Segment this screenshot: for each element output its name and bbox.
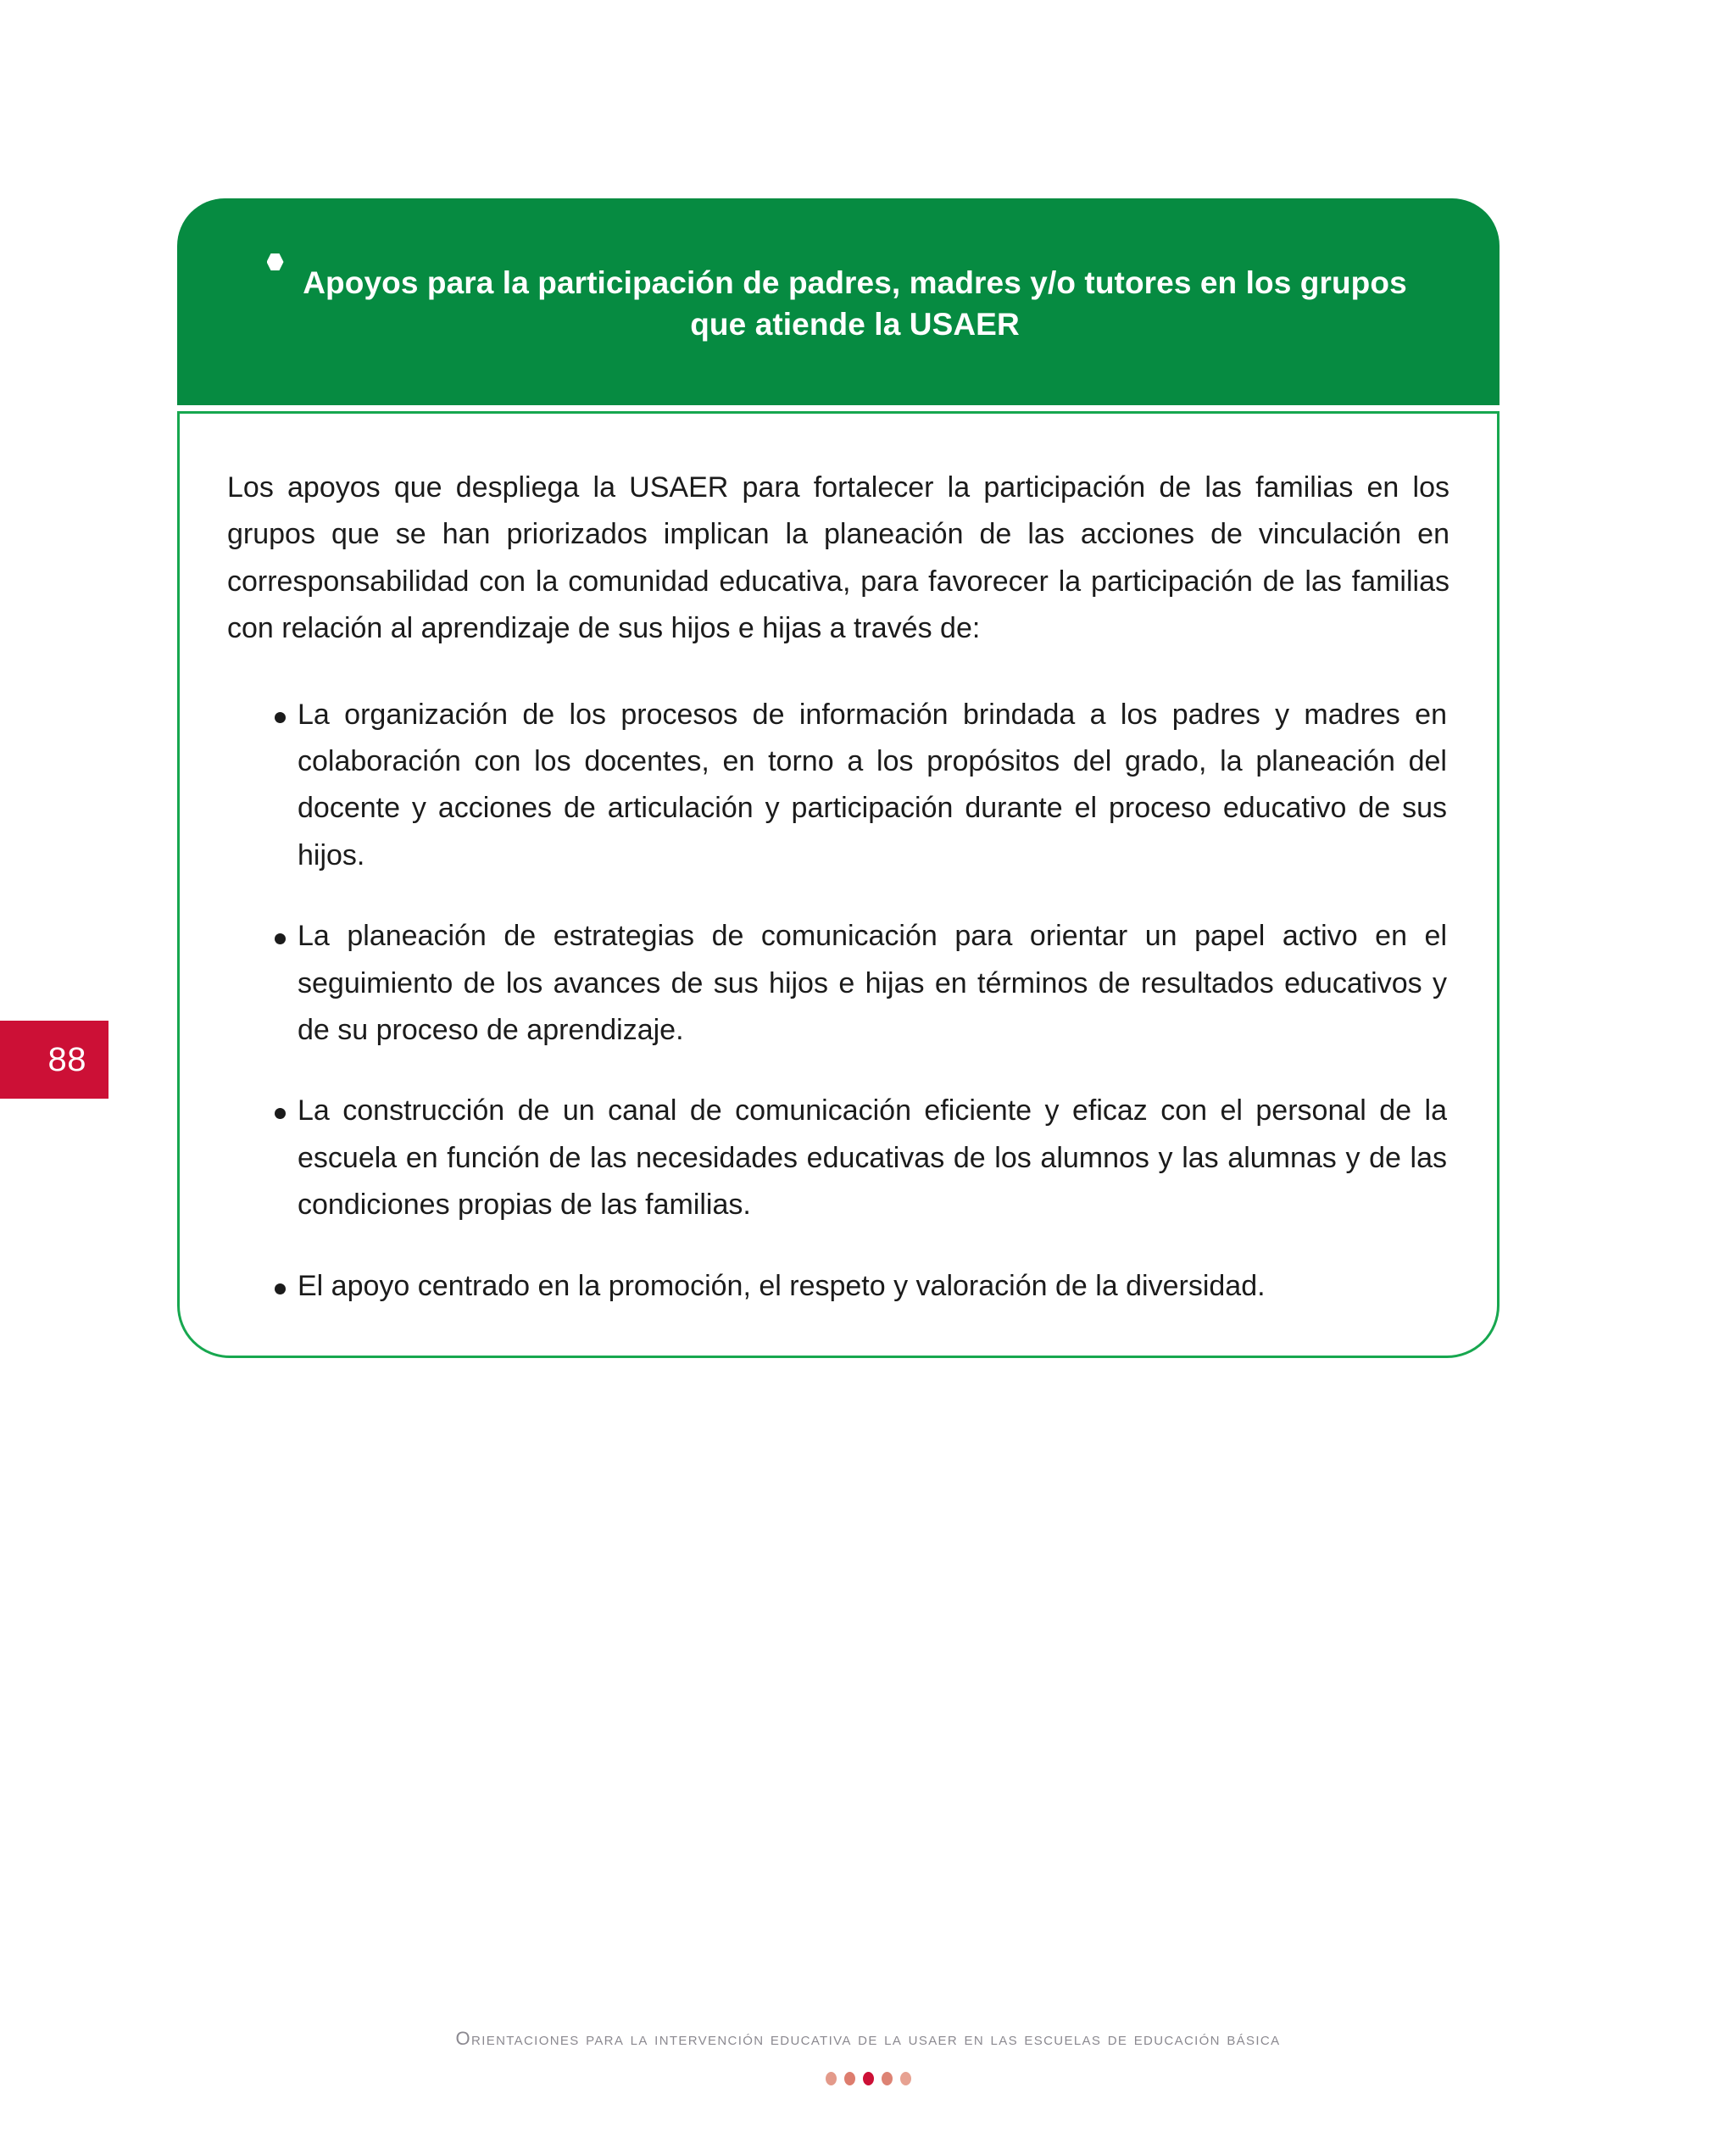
bullet-dot-icon (275, 1283, 286, 1294)
support-bullet-list (227, 692, 1449, 1310)
footer-dot-icon (882, 2072, 893, 2085)
list-item (227, 692, 1449, 880)
callout-card (177, 198, 1500, 1358)
callout-title: Apoyos para la participación de padres, madres y/o tutores en los grupos que atiende la USAER (303, 264, 1407, 342)
footer-dot-icon (844, 2072, 855, 2085)
page-footer (0, 2028, 1736, 2085)
list-item (227, 1263, 1449, 1310)
bullet-dot-icon (275, 1108, 286, 1119)
hexagon-bullet-icon (267, 253, 284, 270)
footer-dot-ornament (0, 2072, 1736, 2085)
list-item (227, 1088, 1449, 1228)
footer-dot-icon (863, 2072, 874, 2085)
intro-paragraph: Los apoyos que despliega la USAER para fortalecer la participación de las familias en los grupos que se han priorizados implican la planeación de las acciones de vinculación en corresponsabilidad con la comunidad educativa, para favorecer la participación de las familias con relación al aprendizaje de sus hijos e hijas a través de: (227, 470, 1449, 645)
footer-title: Orientaciones para la intervención educativa de la usaer en las escuelas de educación básica (455, 2028, 1281, 2049)
callout-header (177, 198, 1500, 405)
list-item-text: La organización de los procesos de información brindada a los padres y madres en colaboración con los docentes, en torno a los propósitos del grado, la planeación del docente y acciones de articulación y participación durante el proceso educativo de sus hijos. (298, 698, 1447, 871)
callout-body (177, 411, 1500, 1358)
list-item (227, 913, 1449, 1054)
footer-dot-icon (826, 2072, 837, 2085)
page-number: 88 (47, 1041, 86, 1078)
bullet-dot-icon (275, 712, 286, 723)
list-item-text: El apoyo centrado en la promoción, el respeto y valoración de la diversidad. (298, 1269, 1266, 1302)
bullet-dot-icon (275, 933, 286, 944)
list-item-text: La construcción de un canal de comunicación eficiente y eficaz con el personal de la escuela en función de las necesidades educativas de los alumnos y las alumnas y de las condiciones propias de las familias. (298, 1094, 1447, 1222)
footer-dot-icon (900, 2072, 911, 2085)
page-number-tab (0, 1021, 108, 1099)
list-item-text: La planeación de estrategias de comunicación para orientar un papel activo en el seguimiento de los avances de sus hijos e hijas en términos de resultados educativos y de su proceso de aprendizaje. (298, 920, 1447, 1047)
callout-header-row (228, 241, 1449, 366)
